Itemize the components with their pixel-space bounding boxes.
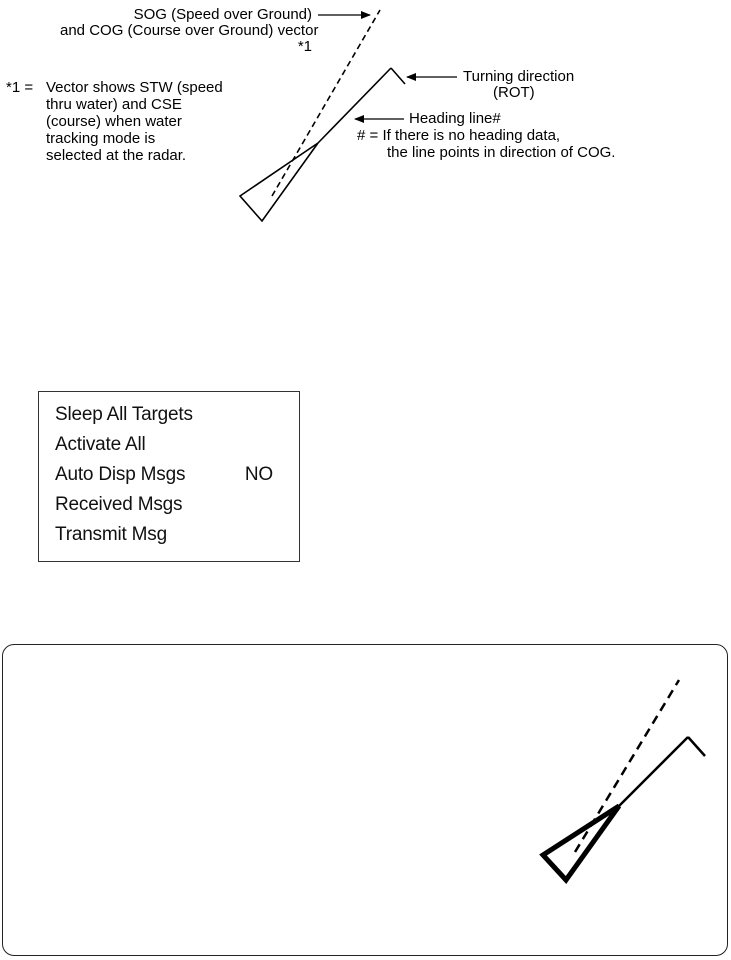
menu-item-label: Received Msgs [55, 494, 183, 515]
turning-label-line2: (ROT) [493, 84, 535, 101]
menu-item-label: Activate All [55, 434, 146, 455]
sog-label-footnote: *1 [297, 38, 312, 55]
heading-note-line1: If there is no heading data, [382, 127, 561, 144]
bold-target-triangle [543, 806, 619, 880]
heading-note-line2: the line points in direction of COG. [387, 144, 616, 161]
menu-item-label: Transmit Msg [55, 524, 167, 545]
heading-line-label: Heading line# [409, 110, 501, 127]
auto-disp-msgs-value: NO [244, 464, 273, 485]
footnote-line: Vector shows STW (speed [46, 79, 223, 96]
menu-item-label: Sleep All Targets [55, 404, 193, 425]
bold-rot-indicator [688, 737, 705, 756]
footnote-line: selected at the radar. [46, 147, 187, 164]
sog-label-line2: and COG (Course over Ground) vector [60, 22, 319, 39]
menu-item-label: Auto Disp Msgs [55, 464, 186, 485]
sog-label-line1: SOG (Speed over Ground) [133, 6, 312, 23]
bold-heading-line [619, 737, 688, 806]
footnote-line: (course) when water [46, 113, 182, 130]
turning-label-line1: Turning direction [463, 68, 575, 85]
footnote-marker: *1 = [6, 79, 34, 96]
heading-note-marker: # = [357, 127, 379, 144]
footnote-line: thru water) and CSE [46, 96, 182, 113]
footnote-line: tracking mode is [46, 130, 156, 147]
